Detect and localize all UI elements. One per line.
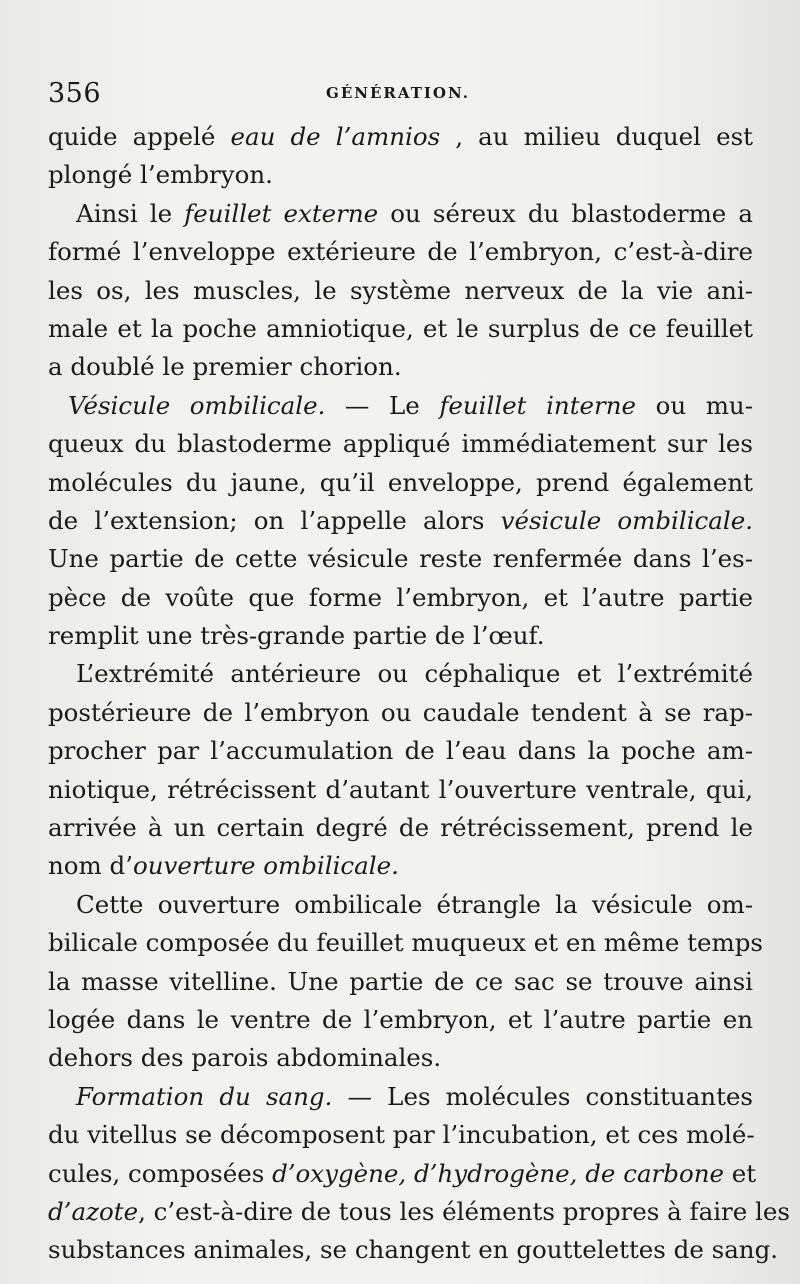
text-line bbox=[48, 118, 753, 156]
text-run: postérieure de l’embryon ou caudale tendent à se rap- bbox=[48, 697, 753, 727]
text-run: Ainsi le bbox=[76, 198, 185, 228]
text-line bbox=[48, 540, 753, 578]
text-run: arrivée à un certain degré de rétrécissement, prend le bbox=[48, 813, 753, 843]
text-line bbox=[48, 963, 753, 1001]
text-run: cules, composées bbox=[48, 1158, 273, 1188]
text-run: formé l’enveloppe extérieure de l’embryon, c’est-à-dire bbox=[48, 237, 753, 267]
text-line bbox=[48, 924, 764, 962]
text-line bbox=[48, 348, 753, 386]
text-line bbox=[48, 233, 753, 271]
text-run: Cette ouverture ombilicale étrangle la vésicule om- bbox=[76, 889, 753, 919]
text-run: ou séreux du blastoderme a bbox=[378, 198, 753, 228]
text-line bbox=[48, 387, 753, 425]
text-line bbox=[48, 694, 753, 732]
text-run: procher par l’accumulation de l’eau dans la poche am- bbox=[48, 736, 753, 766]
text-run: logée dans le ventre de l’embryon, et l’autre partie en bbox=[48, 1004, 753, 1034]
text-run: dehors des parois abdominales. bbox=[48, 1043, 442, 1073]
text-run: de l’extension; on l’appelle alors bbox=[48, 505, 501, 535]
text-run: nom d’ bbox=[48, 851, 134, 881]
text-line bbox=[48, 655, 753, 693]
running-title: GÉNÉRATION. bbox=[326, 84, 470, 102]
text-run: queux du blastoderme appliqué immédiatement sur les bbox=[48, 429, 753, 459]
text-line bbox=[48, 1155, 757, 1193]
italic-text: Vésicule ombilicale. bbox=[68, 390, 326, 420]
text-run: et bbox=[723, 1158, 757, 1188]
text-run: , c’est-à-dire de tous les éléments propres à faire les bbox=[138, 1196, 790, 1226]
text-run: , au milieu duquel est bbox=[440, 122, 753, 151]
text-line bbox=[48, 847, 753, 885]
italic-text: eau de l’amnios bbox=[230, 122, 441, 151]
italic-text: feuillet interne bbox=[439, 390, 637, 420]
text-run: substances animales, se changent en gouttelettes de sang. bbox=[48, 1235, 779, 1265]
italic-text: ouverture ombilicale. bbox=[133, 851, 399, 881]
text-line bbox=[48, 310, 753, 348]
text-line bbox=[48, 425, 753, 463]
text-line bbox=[48, 1078, 753, 1116]
text-run: ou mu- bbox=[636, 390, 753, 420]
text-line bbox=[48, 195, 753, 233]
text-line bbox=[48, 617, 753, 655]
text-run: L’extrémité antérieure ou céphalique et l’extrémité bbox=[76, 659, 753, 689]
italic-text: d’oxygène, d’hydrogène, de carbone bbox=[272, 1158, 724, 1188]
text-line bbox=[48, 272, 753, 310]
text-run: plongé l’embryon. bbox=[48, 160, 273, 190]
text-run: — Les molécules constituantes bbox=[332, 1081, 753, 1111]
text-line bbox=[48, 502, 753, 540]
text-line bbox=[48, 1001, 753, 1039]
text-line bbox=[48, 732, 753, 770]
text-run: bilicale composée du feuillet muqueux et en même temps bbox=[48, 928, 764, 958]
text-line bbox=[48, 1193, 790, 1231]
italic-text: feuillet externe bbox=[184, 198, 379, 228]
text-run: remplit une très-grande partie de l’œuf. bbox=[48, 621, 545, 651]
text-run: molécules du jaune, qu’il enveloppe, prend également bbox=[48, 467, 753, 497]
text-run: Une partie de cette vésicule reste renfermée dans l’es- bbox=[48, 544, 753, 574]
text-run: male et la poche amniotique, et le surplus de ce feuillet bbox=[48, 313, 753, 343]
text-run: niotique, rétrécissent d’autant l’ouverture ventrale, qui, bbox=[48, 774, 753, 804]
text-line bbox=[48, 771, 753, 809]
text-run: pèce de voûte que forme l’embryon, et l’autre partie bbox=[48, 582, 753, 612]
text-run: quide appelé bbox=[48, 122, 231, 151]
italic-text: Formation du sang. bbox=[76, 1081, 333, 1111]
text-run: — Le bbox=[325, 390, 440, 420]
text-run: du vitellus se décomposent par l’incubation, et ces molé- bbox=[48, 1120, 755, 1150]
text-line bbox=[48, 886, 753, 924]
page-number: 356 bbox=[48, 78, 102, 109]
running-head bbox=[48, 78, 748, 112]
italic-text: d’azote bbox=[48, 1196, 139, 1226]
text-line bbox=[48, 809, 753, 847]
text-line bbox=[48, 1116, 753, 1154]
text-run: a doublé le premier chorion. bbox=[48, 352, 402, 382]
body-text bbox=[48, 118, 790, 1270]
text-line bbox=[48, 156, 753, 194]
italic-text: vésicule ombilicale. bbox=[500, 505, 753, 535]
text-line bbox=[48, 579, 753, 617]
text-run: les os, les muscles, le système nerveux de la vie ani- bbox=[48, 275, 753, 305]
text-line bbox=[48, 1039, 753, 1077]
text-run: la masse vitelline. Une partie de ce sac se trouve ainsi bbox=[48, 966, 753, 996]
text-line bbox=[48, 464, 753, 502]
text-line bbox=[48, 1231, 779, 1269]
